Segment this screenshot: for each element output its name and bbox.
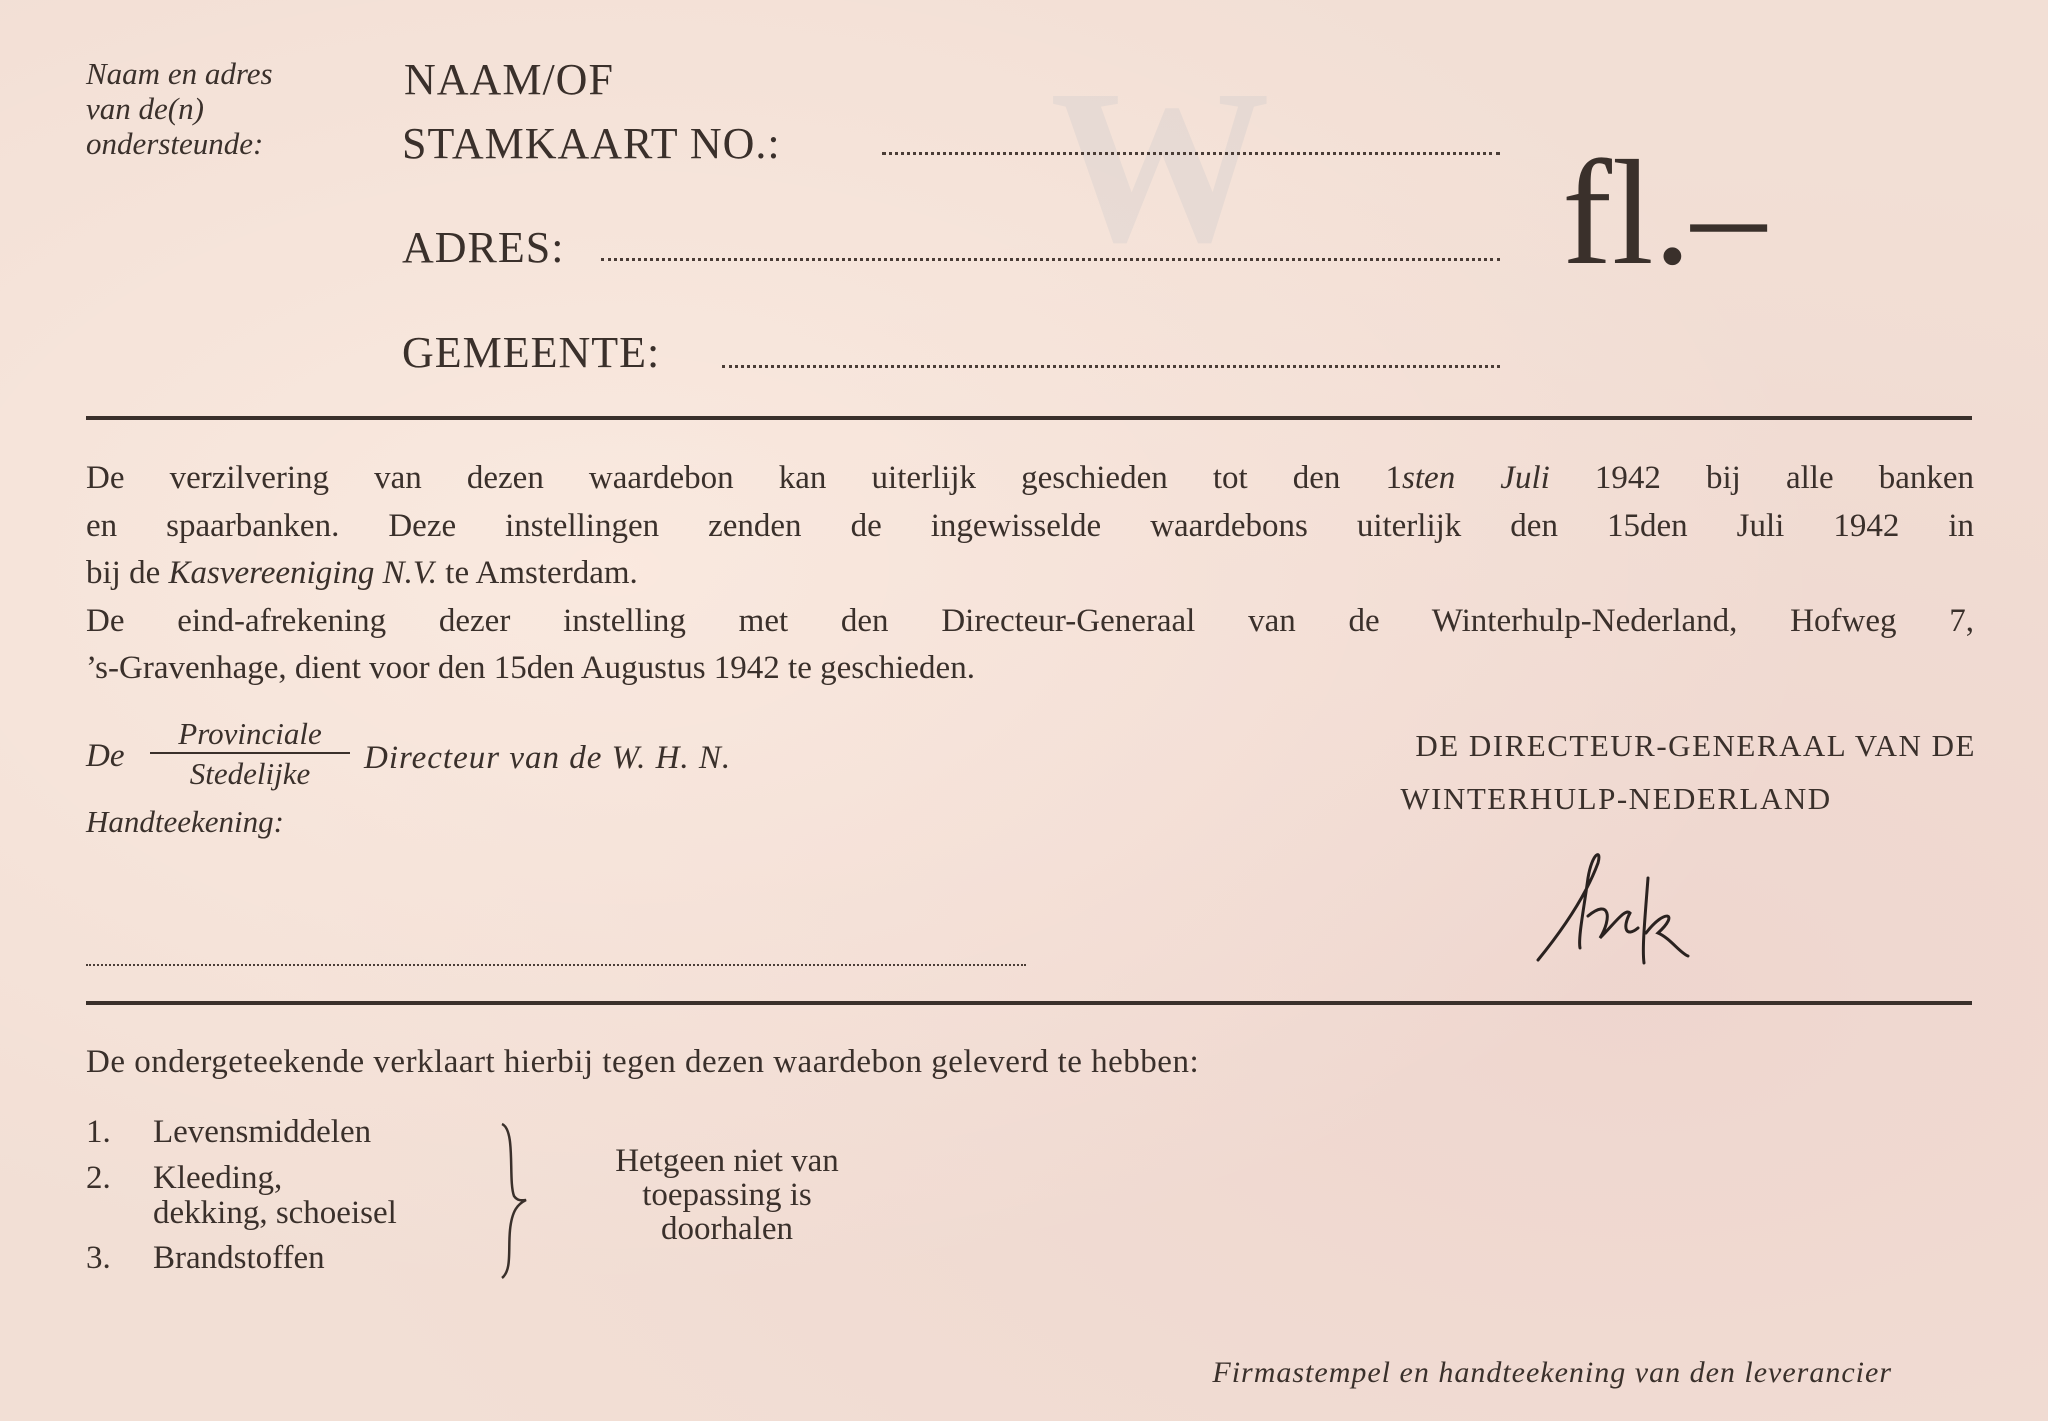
left-de: De (86, 738, 125, 774)
text: Kasvereeniging N.V. (168, 555, 438, 591)
director-signature (1530, 838, 1730, 978)
item-number: 1. (86, 1114, 111, 1150)
terms-line: ’s-Gravenhage, dient voor den 15den Augustus 1942 te geschieden. (86, 650, 975, 686)
note-line: doorhalen (661, 1211, 793, 1247)
strike-note (560, 1144, 894, 1246)
right-title-line2: WINTERHULP-NEDERLAND (1400, 781, 1832, 816)
left-directeur: Directeur van de W. H. N. (364, 740, 732, 776)
item-number: 2. (86, 1160, 111, 1196)
text: te Amsterdam. (437, 555, 638, 591)
gemeente-field[interactable] (722, 365, 1500, 368)
supplier-signature-label: Firmastempel en handteekening van den leverancier (1212, 1356, 1892, 1389)
stamkaart-label: STAMKAART NO.: (402, 119, 781, 168)
text: De verzilvering van dezen waardebon kan uiterlijk geschieden tot den 1 (86, 460, 1403, 496)
item-brandstoffen[interactable]: Brandstoffen (153, 1240, 325, 1276)
left-signature-field[interactable] (86, 964, 1026, 966)
terms-line: en spaarbanken. Deze instellingen zenden de ingewisselde waardebons uiterlijk den 15den Juli 1942 in (86, 507, 1974, 544)
terms-paragraph (86, 455, 1974, 693)
item-levensmiddelen[interactable]: Levensmiddelen (153, 1114, 372, 1150)
declaration-text: De ondergeteekende verklaart hierbij tegen dezen waardebon geleverd te hebben: (86, 1044, 1200, 1080)
gemeente-label: GEMEENTE: (402, 328, 661, 377)
text: sten Juli (1402, 460, 1550, 496)
right-title-line1: DE DIRECTEUR-GENERAAL VAN DE (1415, 728, 1976, 763)
item-kleeding-line2[interactable]: dekking, schoeisel (153, 1195, 397, 1231)
adres-label: ADRES: (402, 223, 565, 272)
item-kleeding[interactable]: Kleeding, (153, 1160, 283, 1196)
side-label-line: ondersteunde: (86, 126, 264, 161)
text: 1942 bij alle banken (1549, 460, 1974, 496)
side-label-line: van de(n) (86, 91, 204, 126)
left-handteekening: Handteekening: (86, 804, 284, 839)
watermark: W (1050, 44, 1290, 288)
terms-line (86, 550, 1974, 598)
divider (86, 1001, 1972, 1005)
value-amount: fl.– (1562, 130, 1767, 296)
terms-line (86, 455, 1974, 503)
side-label-line: Naam en adres (86, 56, 273, 91)
left-stedelijke: Stedelijke (189, 756, 311, 791)
adres-field[interactable] (601, 258, 1500, 261)
brace-icon (496, 1120, 530, 1280)
item-number: 3. (86, 1240, 111, 1276)
terms-line: De eind-afrekening dezer instelling met den Directeur-Generaal van de Winterhulp-Nederland, Hofweg 7, (86, 602, 1974, 639)
text: bij de (86, 555, 169, 591)
side-label (86, 56, 273, 161)
divider (86, 416, 1972, 420)
left-provinciale: Provinciale (150, 716, 350, 754)
note-line: toepassing is (642, 1177, 812, 1213)
name-label: NAAM/OF (404, 55, 614, 104)
note-line: Hetgeen niet van (615, 1143, 839, 1179)
stamkaart-field[interactable] (882, 152, 1500, 155)
